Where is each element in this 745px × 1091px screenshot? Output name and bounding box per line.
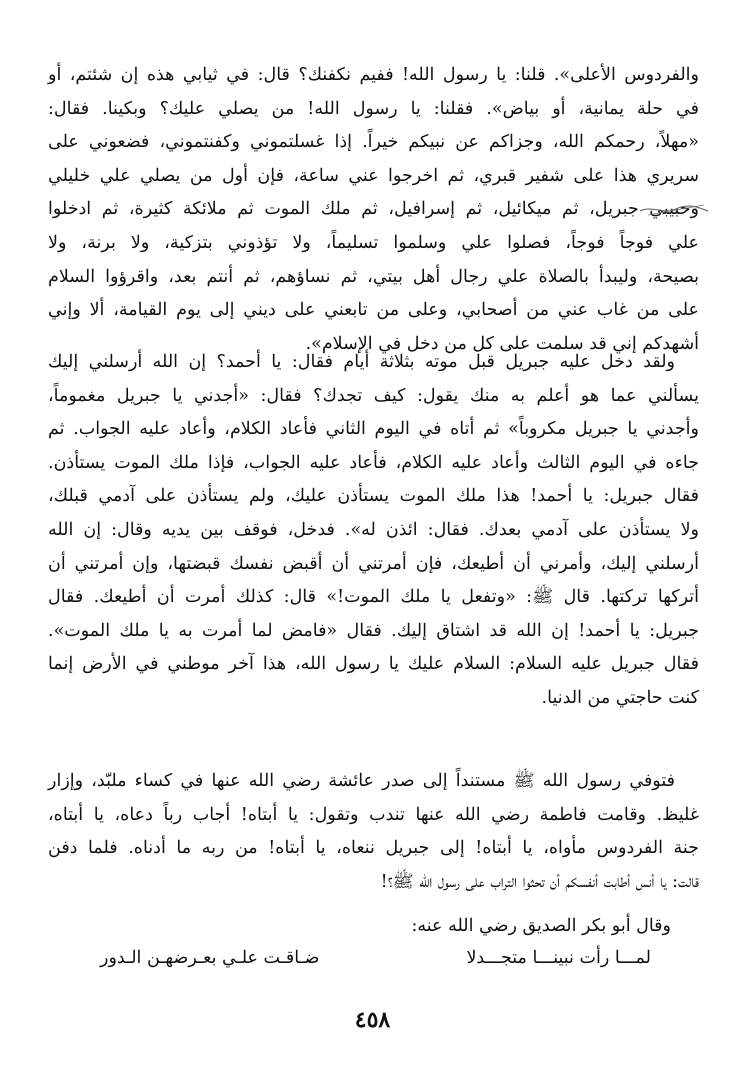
text-line: أتركها تركتها. قال ﷺ: «وتفعل يا ملك الموت!» قال: كذلك أمرت أن أطيعك. فقال — [48, 587, 699, 608]
text-line: وحبيبي جبريل، ثم ميكائيل، ثم إسرافيل، ثم ملك الموت ثم ملائكة كثيرة، ثم ادخلوا — [48, 199, 699, 220]
text-line: فقال جبريل: يا أحمد! هذا ملك الموت يستأذن عليك، ولم يستأذن على آدمي قبلك، — [48, 486, 699, 507]
text-line: على من غاب عني من أصحابي، وعلى من تابعني على ديني إلى يوم القيامة، ألا وإني — [48, 300, 699, 321]
text-line: يسألني عما هو أعلم به منك يقول: كيف تجدك؟ فقال: «أجدني يا جبريل مغموماً، — [48, 385, 699, 406]
text-line: ولا يستأذن على آدمي بعدك. فقال: ائذن له». فدخل، فوقف بين يديه وقال: إن الله — [48, 519, 699, 540]
text-line: كنت حاجتي من الدنيا. — [541, 687, 699, 708]
text-line: قالت: يا أنس أطابت أنفسكم أن تحثوا التراب على رسول الله ﷺ؟! — [380, 871, 699, 892]
text-line: «مهلاً، رحمكم الله، وجزاكم عن نبيكم خيراً. إذا غسلتموني وكفنتموني، فضعوني على — [48, 132, 699, 153]
paragraph-1 — [48, 59, 699, 361]
text-line: أرسلني إليك، وأمرني أن أطيعك، فإن أمرتني أن أقبض نفسك قبضتها، وإن أمرتني أن — [48, 553, 699, 574]
paragraph-3 — [48, 765, 699, 899]
text-line: جبريل: يا أحمد! إن الله قد اشتاق إليك. فقال «فامض لما أمرت به يا ملك الموت». — [48, 620, 699, 641]
text-line: جنة الفردوس مأواه، يا أبتاه! إلى جبريل ننعاه، يا أبتاه! من ربه ما أدناه. فلما دفن — [48, 838, 699, 859]
text-line: علي فوجاً فوجاً، فصلوا علي وسلموا تسليماً، ولا تؤذوني بتزكية، ولا برنة، ولا — [48, 232, 699, 253]
text-line: في حلة يمانية، أو بياض». فقلنا: يا رسول الله! من يصلي عليك؟ وبكينا. فقال: — [48, 98, 699, 119]
text-line: فقال جبريل عليه السلام: السلام عليك يا رسول الله، هذا آخر موطني في الأرض إنما — [48, 654, 699, 675]
text-line: وأجدني يا جبريل مكروباً» ثم أتاه في اليوم الثاني فأعاد الكلام، وأعاد عليه الجواب. ثم — [48, 419, 699, 440]
poem-first-hemistich: لمـــا رأت نبينـــا متجـــدلا — [466, 948, 651, 968]
text-line: غليظ. وقامت فاطمة رضي الله عنها تندب وتقول: يا أبتاه! أجاب رباً دعاه، يا أبتاه، — [48, 804, 699, 825]
poem-second-hemistich: ضـاقـت علـي بعـرضهـن الـدور — [100, 948, 320, 968]
pen-mark-icon — [638, 197, 710, 219]
text-line: والفردوس الأعلى». قلنا: يا رسول الله! ففيم نكفنك؟ قال: في ثيابي هذه إن شئتم، أو — [48, 65, 699, 85]
poem-intro: وقال أبو بكر الصديق رضي الله عنه: — [411, 916, 671, 936]
text-line: أشهدكم إني قد سلمت على كل من دخل في الإسلام». — [305, 333, 699, 354]
text-line: ولقد دخل عليه جبريل قبل موته بثلاثة أيام فقال: يا أحمد؟ إن الله أرسلني إليك — [48, 352, 675, 372]
text-line: بصيحة، وليبدأ بالصلاة علي رجال أهل بيتي، ثم نساؤهم، ثم أنتم بعد، واقرؤوا السلام — [48, 266, 699, 287]
text-line: جاءه في اليوم الثالث وأعاد عليه الكلام، فأعاد عليه الجواب، فإذا ملك الموت يستأذن. — [48, 452, 699, 473]
text-line: فتوفي رسول الله ﷺ مستنداً إلى صدر عائشة رضي الله عنها في كساء ملبّد، وإزار — [48, 771, 675, 791]
page-number: ٤٥٨ — [354, 1007, 391, 1033]
text-line: سريري هذا على شفير قبري، ثم اخرجوا عني ساعة، فإن أول من يصلي علي خليلي — [48, 165, 699, 186]
paragraph-2 — [48, 346, 699, 716]
